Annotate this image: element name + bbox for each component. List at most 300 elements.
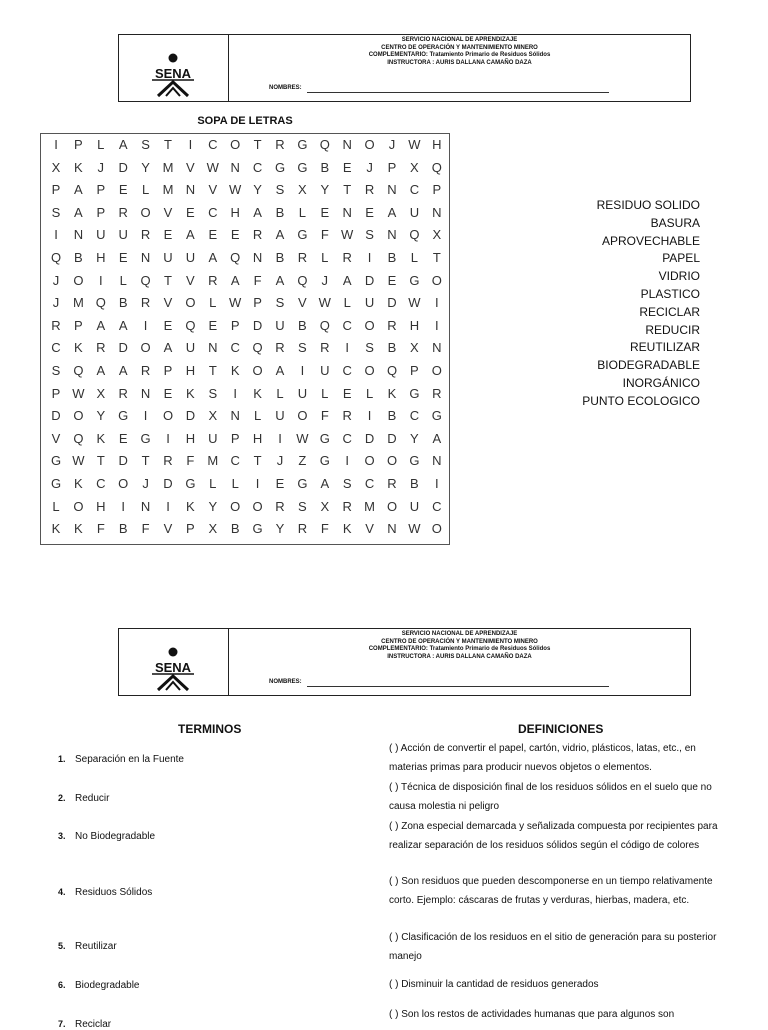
grid-letter: L bbox=[365, 385, 374, 401]
grid-letter: R bbox=[387, 317, 397, 333]
header-line: SERVICIO NACIONAL DE APRENDIZAJE bbox=[401, 631, 518, 637]
grid-letter: W bbox=[72, 385, 85, 401]
grid-letter: E bbox=[118, 182, 128, 198]
term-item bbox=[58, 980, 140, 991]
grid-letter: K bbox=[342, 521, 352, 537]
grid-letter: T bbox=[208, 363, 217, 378]
nombres-field[interactable] bbox=[307, 92, 609, 93]
grid-letter: E bbox=[365, 204, 374, 220]
grid-letter: W bbox=[296, 430, 309, 446]
grid-letter: E bbox=[163, 385, 173, 401]
grid-letter: N bbox=[140, 250, 151, 265]
sena-logo bbox=[119, 629, 229, 695]
grid-letter: E bbox=[118, 430, 128, 446]
grid-letter: S bbox=[51, 204, 61, 220]
grid-letter: A bbox=[275, 363, 285, 378]
grid-letter: H bbox=[252, 430, 263, 446]
grid-letter: B bbox=[275, 204, 285, 220]
grid-letter: K bbox=[96, 430, 106, 446]
grid-letter: G bbox=[274, 159, 286, 175]
grid-letter: A bbox=[74, 182, 83, 198]
header-line: COMPLEMENTARIO: Tratamiento Primario de Residuos Sólidos bbox=[368, 646, 551, 652]
grid-letter: K bbox=[74, 340, 83, 356]
grid-letter: N bbox=[432, 204, 442, 220]
grid-letter: I bbox=[434, 476, 439, 491]
grid-letter: O bbox=[364, 453, 375, 469]
grid-letter: P bbox=[74, 137, 83, 152]
grid-letter: R bbox=[432, 385, 442, 401]
term-item bbox=[58, 1019, 111, 1030]
header-line: SERVICIO NACIONAL DE APRENDIZAJE bbox=[401, 37, 518, 43]
grid-letter: M bbox=[162, 182, 174, 198]
grid-letter: G bbox=[319, 453, 330, 469]
grid-letter: V bbox=[186, 272, 195, 288]
grid-letter: R bbox=[275, 498, 285, 514]
grid-letter: O bbox=[431, 521, 442, 537]
grid-letter: H bbox=[185, 430, 196, 446]
word-item: REDUCIR bbox=[645, 322, 700, 337]
term-text: Biodegradable bbox=[75, 980, 140, 991]
grid-letter: W bbox=[229, 182, 242, 198]
grid-letter: Q bbox=[409, 227, 420, 243]
nombres-label: NOMBRES: bbox=[269, 85, 302, 91]
grid-letter: N bbox=[230, 408, 240, 424]
grid-letter: P bbox=[410, 363, 419, 378]
grid-letter: J bbox=[142, 476, 149, 491]
grid-letter: B bbox=[387, 408, 397, 424]
grid-letter: G bbox=[431, 408, 442, 424]
grid-letter: G bbox=[118, 408, 129, 424]
grid-letter: A bbox=[230, 272, 240, 288]
grid-letter: O bbox=[185, 295, 196, 311]
grid-letter: X bbox=[432, 227, 442, 243]
grid-letter: H bbox=[409, 317, 420, 333]
word-item: INORGÁNICO bbox=[622, 375, 700, 390]
grid-letter: G bbox=[297, 476, 308, 491]
grid-letter: S bbox=[141, 137, 150, 152]
term-text: No Biodegradable bbox=[75, 831, 156, 842]
grid-letter: Y bbox=[208, 498, 218, 514]
grid-letter: B bbox=[118, 521, 128, 537]
grid-letter: R bbox=[140, 295, 151, 311]
grid-letter: I bbox=[143, 317, 148, 333]
logo-text: SENA bbox=[154, 66, 192, 81]
term-number: 5. bbox=[58, 941, 66, 951]
grid-letter: R bbox=[297, 521, 308, 537]
grid-letter: C bbox=[342, 363, 352, 378]
grid-letter: L bbox=[141, 182, 150, 198]
word-item: PUNTO ECOLOGICO bbox=[582, 393, 700, 408]
grid-letter: X bbox=[96, 385, 106, 401]
grid-letter: C bbox=[364, 476, 375, 491]
grid-letter: L bbox=[97, 137, 105, 152]
grid-letter: R bbox=[342, 408, 352, 424]
grid-letter: W bbox=[318, 295, 331, 311]
grid-letter: I bbox=[367, 408, 372, 424]
grid-letter: W bbox=[206, 159, 219, 175]
grid-letter: K bbox=[186, 498, 195, 514]
grid-letter: P bbox=[230, 430, 240, 446]
grid-letter: K bbox=[253, 385, 262, 401]
grid-letter: S bbox=[208, 385, 218, 401]
definition-item[interactable]: ( ) Zona especial demarcada y señalizada compuesta por recipientes para realizar separación de los residuos sólidos según el código de colores bbox=[389, 821, 718, 851]
nombres-field[interactable] bbox=[307, 686, 609, 687]
grid-letter: P bbox=[186, 521, 195, 537]
grid-letter: A bbox=[275, 272, 285, 288]
grid-letter: G bbox=[140, 430, 151, 446]
definition-item[interactable]: ( ) Acción de convertir el papel, cartón, vidrio, plásticos, latas, etc., en materias primas para producir nuevos objetos o elementos. bbox=[389, 743, 696, 773]
grid-letter: N bbox=[73, 227, 84, 243]
term-text: Residuos Sólidos bbox=[75, 887, 153, 898]
grid-letter: R bbox=[96, 340, 106, 356]
grid-letter: F bbox=[320, 521, 329, 537]
grid-letter: X bbox=[51, 159, 61, 175]
grid-letter: O bbox=[162, 408, 174, 424]
grid-letter: O bbox=[73, 498, 84, 514]
grid-letter: C bbox=[409, 182, 420, 198]
grid-letter: N bbox=[230, 159, 240, 175]
grid-letter: S bbox=[51, 363, 61, 378]
grid-letter: C bbox=[208, 204, 218, 220]
grid-letter: O bbox=[73, 408, 84, 424]
header-line: CENTRO DE OPERACIÓN Y MANTENIMIENTO MINERO bbox=[381, 44, 538, 51]
grid-letter: P bbox=[51, 385, 61, 401]
grid-letter: C bbox=[432, 498, 442, 514]
grid-letter: X bbox=[208, 521, 218, 537]
grid-letter: L bbox=[209, 476, 217, 491]
grid-letter: I bbox=[233, 385, 237, 401]
word-item: REUTILIZAR bbox=[629, 340, 700, 355]
grid-letter: B bbox=[230, 521, 240, 537]
grid-letter: K bbox=[74, 159, 83, 175]
grid-letter: H bbox=[185, 363, 196, 378]
grid-letter: X bbox=[410, 340, 419, 356]
grid-letter: I bbox=[255, 476, 260, 491]
grid-letter: P bbox=[51, 182, 61, 198]
definition-item[interactable]: ( ) Disminuir la cantidad de residuos generados bbox=[389, 979, 599, 990]
grid-letter: A bbox=[320, 476, 330, 491]
grid-letter: H bbox=[96, 250, 106, 265]
grid-letter: V bbox=[365, 521, 374, 537]
grid-letter: N bbox=[432, 453, 442, 469]
grid-letter: Q bbox=[50, 250, 62, 265]
grid-letter: Q bbox=[319, 137, 330, 152]
grid-letter: E bbox=[320, 204, 330, 220]
grid-letter: I bbox=[98, 272, 103, 288]
grid-letter: T bbox=[253, 137, 262, 152]
grid-letter: Q bbox=[185, 317, 196, 333]
header-line: INSTRUCTORA : AURIS DALLANA CAMAÑO DAZA bbox=[387, 59, 532, 66]
grid-letter: X bbox=[320, 498, 330, 514]
grid-letter: D bbox=[185, 408, 196, 424]
grid-letter: R bbox=[275, 340, 285, 356]
grid-letter: C bbox=[230, 340, 240, 356]
grid-letter: D bbox=[387, 430, 397, 446]
grid-letter: O bbox=[252, 498, 263, 514]
grid-letter: W bbox=[72, 453, 85, 469]
grid-letter: A bbox=[118, 363, 128, 378]
grid-letter: B bbox=[118, 295, 128, 311]
word-item: PLASTICO bbox=[640, 286, 700, 301]
grid-letter: I bbox=[278, 430, 282, 446]
grid-letter: R bbox=[51, 317, 61, 333]
grid-letter: F bbox=[96, 521, 105, 537]
definition-item[interactable]: ( ) Clasificación de los residuos en el sitio de generación para su posterior manejo bbox=[389, 932, 717, 962]
grid-letter: J bbox=[366, 159, 373, 175]
grid-letter: A bbox=[118, 137, 128, 152]
grid-letter: K bbox=[230, 363, 240, 378]
grid-letter: F bbox=[320, 227, 329, 243]
grid-letter: R bbox=[118, 204, 128, 220]
grid-letter: M bbox=[162, 159, 174, 175]
grid-letter: L bbox=[321, 385, 329, 401]
grid-letter: E bbox=[163, 317, 173, 333]
grid-letter: O bbox=[386, 453, 398, 469]
grid-letter: N bbox=[432, 340, 442, 356]
grid-letter: U bbox=[185, 250, 196, 265]
grid-letter: A bbox=[275, 227, 285, 243]
grid-letter: Q bbox=[73, 363, 84, 378]
grid-letter: P bbox=[230, 317, 240, 333]
header-line: INSTRUCTORA : AURIS DALLANA CAMAÑO DAZA bbox=[387, 653, 532, 660]
header-box-2 bbox=[118, 628, 691, 696]
grid-letter: A bbox=[253, 204, 262, 220]
grid-letter: C bbox=[96, 476, 106, 491]
term-text: Separación en la Fuente bbox=[75, 754, 184, 765]
grid-letter: J bbox=[388, 137, 396, 152]
grid-letter: N bbox=[387, 182, 397, 198]
grid-letter: L bbox=[321, 250, 329, 265]
grid-letter: S bbox=[275, 182, 285, 198]
grid-letter: O bbox=[140, 340, 151, 356]
grid-letter: F bbox=[320, 408, 329, 424]
grid-letter: J bbox=[52, 295, 60, 311]
grid-letter: Q bbox=[73, 430, 84, 446]
grid-letter: B bbox=[320, 159, 330, 175]
grid-letter: C bbox=[409, 408, 420, 424]
term-text: Reciclar bbox=[75, 1019, 112, 1030]
grid-letter: U bbox=[96, 227, 106, 243]
sena-logo-icon bbox=[146, 44, 200, 98]
grid-letter: H bbox=[432, 137, 442, 152]
definition-item[interactable]: ( ) Son los restos de actividades humanas que para algunos son bbox=[389, 1009, 675, 1020]
grid-letter: R bbox=[208, 272, 218, 288]
grid-letter: O bbox=[431, 272, 442, 288]
grid-letter: U bbox=[163, 250, 173, 265]
grid-letter: N bbox=[252, 250, 263, 265]
grid-letter: D bbox=[364, 272, 375, 288]
grid-letter: Q bbox=[230, 250, 241, 265]
grid-letter: E bbox=[186, 204, 195, 220]
grid-letter: R bbox=[140, 363, 151, 378]
grid-letter: C bbox=[230, 453, 240, 469]
grid-letter: C bbox=[208, 137, 218, 152]
definition-item[interactable]: ( ) Son residuos que pueden descomponerse en un tiempo relativamente corto. Ejemplo: cáscaras de frutas y verduras, hierbas, madera, etc. bbox=[389, 876, 713, 906]
grid-letter: A bbox=[387, 204, 397, 220]
word-item: PAPEL bbox=[662, 251, 700, 266]
grid-letter: U bbox=[364, 295, 375, 311]
grid-letter: H bbox=[96, 498, 106, 514]
grid-letter: V bbox=[186, 159, 195, 175]
word-list bbox=[582, 197, 700, 411]
grid-letter: W bbox=[341, 227, 354, 243]
grid-letter: S bbox=[365, 340, 374, 356]
grid-letter: M bbox=[72, 295, 84, 311]
grid-letter: R bbox=[342, 250, 352, 265]
grid-letter: U bbox=[320, 363, 330, 378]
sopa-title: SOPA DE LETRAS bbox=[197, 115, 293, 127]
grid-letter: W bbox=[408, 295, 421, 311]
term-number: 1. bbox=[58, 754, 66, 764]
grid-letter: B bbox=[387, 340, 397, 356]
grid-letter: U bbox=[275, 408, 285, 424]
grid-letter: L bbox=[410, 250, 418, 265]
grid-letter: Q bbox=[431, 159, 442, 175]
grid-letter: A bbox=[208, 250, 218, 265]
grid-letter: G bbox=[297, 159, 308, 175]
grid-letter: D bbox=[118, 453, 128, 469]
grid-letter: W bbox=[408, 137, 421, 152]
grid-letter: U bbox=[118, 227, 128, 243]
grid-letter: E bbox=[342, 385, 352, 401]
grid-letter: Y bbox=[275, 521, 285, 537]
grid-letter: V bbox=[298, 295, 307, 311]
grid-letter: W bbox=[408, 521, 421, 537]
grid-letter: L bbox=[52, 498, 60, 514]
grid-letter: I bbox=[121, 498, 125, 514]
grid-letter: O bbox=[252, 363, 263, 378]
grid-letter: J bbox=[276, 453, 284, 469]
grid-letter: D bbox=[387, 295, 397, 311]
word-item: RESIDUO SOLIDO bbox=[596, 198, 700, 212]
grid-letter: A bbox=[163, 340, 173, 356]
grid-letter: I bbox=[166, 498, 170, 514]
grid-letter: T bbox=[343, 182, 352, 198]
grid-letter: Q bbox=[297, 272, 308, 288]
grid-letter: K bbox=[74, 476, 83, 491]
grid-letter: I bbox=[300, 363, 305, 378]
grid-letter: R bbox=[387, 476, 397, 491]
grid-letter: N bbox=[140, 498, 151, 514]
grid-letter: S bbox=[342, 476, 352, 491]
grid-letter: E bbox=[275, 476, 285, 491]
grid-letter: Y bbox=[320, 182, 330, 198]
grid-letter: G bbox=[252, 521, 263, 537]
grid-letter: G bbox=[185, 476, 196, 491]
grid-letter: O bbox=[364, 137, 375, 152]
grid-letter: R bbox=[163, 453, 173, 469]
term-text: Reutilizar bbox=[75, 941, 117, 952]
grid-letter: B bbox=[298, 317, 307, 333]
header-box-1 bbox=[118, 34, 691, 102]
grid-letter: Y bbox=[253, 182, 262, 198]
grid-letter: O bbox=[73, 272, 84, 288]
grid-letter: R bbox=[140, 227, 151, 243]
grid-letter: K bbox=[186, 385, 195, 401]
grid-letter: A bbox=[118, 317, 128, 333]
grid-letter: I bbox=[345, 453, 349, 469]
grid-letter: G bbox=[409, 453, 420, 469]
grid-letter: R bbox=[118, 385, 128, 401]
grid-letter: N bbox=[140, 385, 151, 401]
grid-letter: I bbox=[188, 137, 193, 152]
grid-letter: J bbox=[52, 272, 60, 288]
grid-letter: G bbox=[409, 385, 420, 401]
grid-letter: L bbox=[298, 204, 306, 220]
grid-letter: R bbox=[320, 340, 330, 356]
word-search-grid bbox=[40, 133, 450, 545]
grid-letter: E bbox=[230, 227, 240, 243]
grid-letter: P bbox=[96, 204, 106, 220]
grid-letter: S bbox=[275, 295, 285, 311]
grid-letter: M bbox=[207, 453, 219, 469]
grid-letter: Y bbox=[141, 159, 150, 175]
grid-letter: K bbox=[387, 385, 397, 401]
grid-letter: E bbox=[208, 227, 218, 243]
grid-letter: V bbox=[163, 521, 173, 537]
grid-letter: I bbox=[434, 295, 439, 311]
grid-letter: Q bbox=[140, 272, 151, 288]
grid-letter: G bbox=[50, 476, 62, 491]
term-number: 3. bbox=[58, 831, 66, 841]
grid-letter: O bbox=[230, 137, 241, 152]
grid-letter: H bbox=[230, 204, 240, 220]
grid-letter: I bbox=[143, 408, 148, 424]
term-item bbox=[58, 941, 117, 952]
grid-letter: O bbox=[364, 363, 375, 378]
grid-letter: T bbox=[164, 272, 172, 288]
grid-letter: E bbox=[118, 250, 128, 265]
grid-letter: E bbox=[387, 272, 397, 288]
grid-letter: P bbox=[432, 182, 442, 198]
grid-letter: C bbox=[342, 430, 352, 446]
grid-letter: M bbox=[364, 498, 376, 514]
grid-letter: D bbox=[118, 159, 128, 175]
grid-letter: I bbox=[166, 430, 170, 446]
grid-letter: B bbox=[387, 250, 397, 265]
grid-letter: Z bbox=[298, 453, 307, 469]
grid-letter: G bbox=[409, 272, 420, 288]
grid-letter: R bbox=[252, 227, 263, 243]
grid-letter: B bbox=[275, 250, 285, 265]
grid-letter: O bbox=[431, 363, 442, 378]
grid-letter: F bbox=[141, 521, 150, 537]
grid-letter: C bbox=[252, 159, 263, 175]
word-item: VIDRIO bbox=[658, 269, 700, 284]
grid-letter: O bbox=[140, 204, 151, 220]
grid-letter: L bbox=[253, 408, 262, 424]
grid-letter: K bbox=[74, 521, 83, 537]
grid-letter: A bbox=[96, 363, 106, 378]
grid-letter: C bbox=[342, 317, 352, 333]
grid-letter: R bbox=[342, 498, 352, 514]
grid-letter: J bbox=[97, 159, 105, 175]
grid-letter: O bbox=[364, 317, 375, 333]
definition-item[interactable]: ( ) Técnica de disposición final de los residuos sólidos en el suelo que no causa molestia ni peligro bbox=[389, 782, 712, 812]
terminos-title: TERMINOS bbox=[178, 722, 242, 736]
grid-letter: B bbox=[74, 250, 83, 265]
grid-letter: Q bbox=[319, 317, 330, 333]
grid-letter: D bbox=[118, 340, 128, 356]
grid-letter: V bbox=[51, 430, 61, 446]
grid-letter: S bbox=[298, 340, 307, 356]
grid-letter: F bbox=[186, 453, 195, 469]
grid-letter: U bbox=[275, 317, 285, 333]
term-item bbox=[58, 793, 109, 804]
grid-letter: T bbox=[141, 453, 150, 469]
grid-letter: U bbox=[409, 498, 420, 514]
grid-letter: A bbox=[74, 204, 83, 220]
